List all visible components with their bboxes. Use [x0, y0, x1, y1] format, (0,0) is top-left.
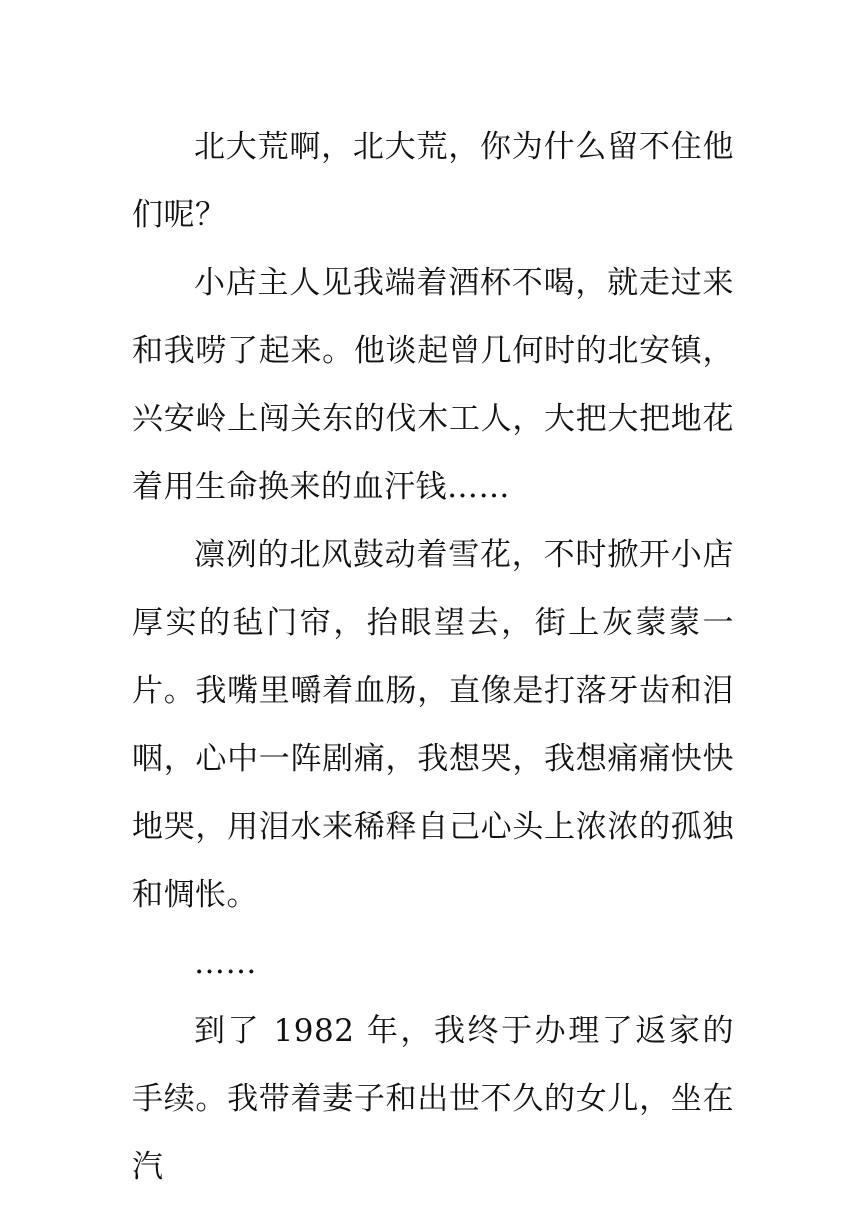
text-body — [132, 113, 734, 1201]
paragraph-3: 凛冽的北风鼓动着雪花，不时掀开小店厚实的毡门帘，抬眼望去，街上灰蒙蒙一片。我嘴里嚼着血肠，直像是打落牙齿和泪咽，心中一阵剧痛，我想哭，我想痛痛快快地哭，用泪水来稀释自己心头上浓浓的孤独和惆怅。 — [132, 537, 734, 913]
paragraph-2: 小店主人见我端着酒杯不喝，就走过来和我唠了起来。他谈起曾几何时的北安镇，兴安岭上闯关东的伐木工人，大把大把地花着用生命换来的血汗钱…… — [132, 265, 734, 505]
paragraph-4: 到了 1982 年，我终于办理了返家的手续。我带着妻子和出世不久的女儿，坐在汽 — [132, 1013, 734, 1185]
ellipsis-line: …… — [194, 945, 257, 981]
paragraph-1: 北大荒啊，北大荒，你为什么留不住他们呢？ — [132, 129, 734, 233]
